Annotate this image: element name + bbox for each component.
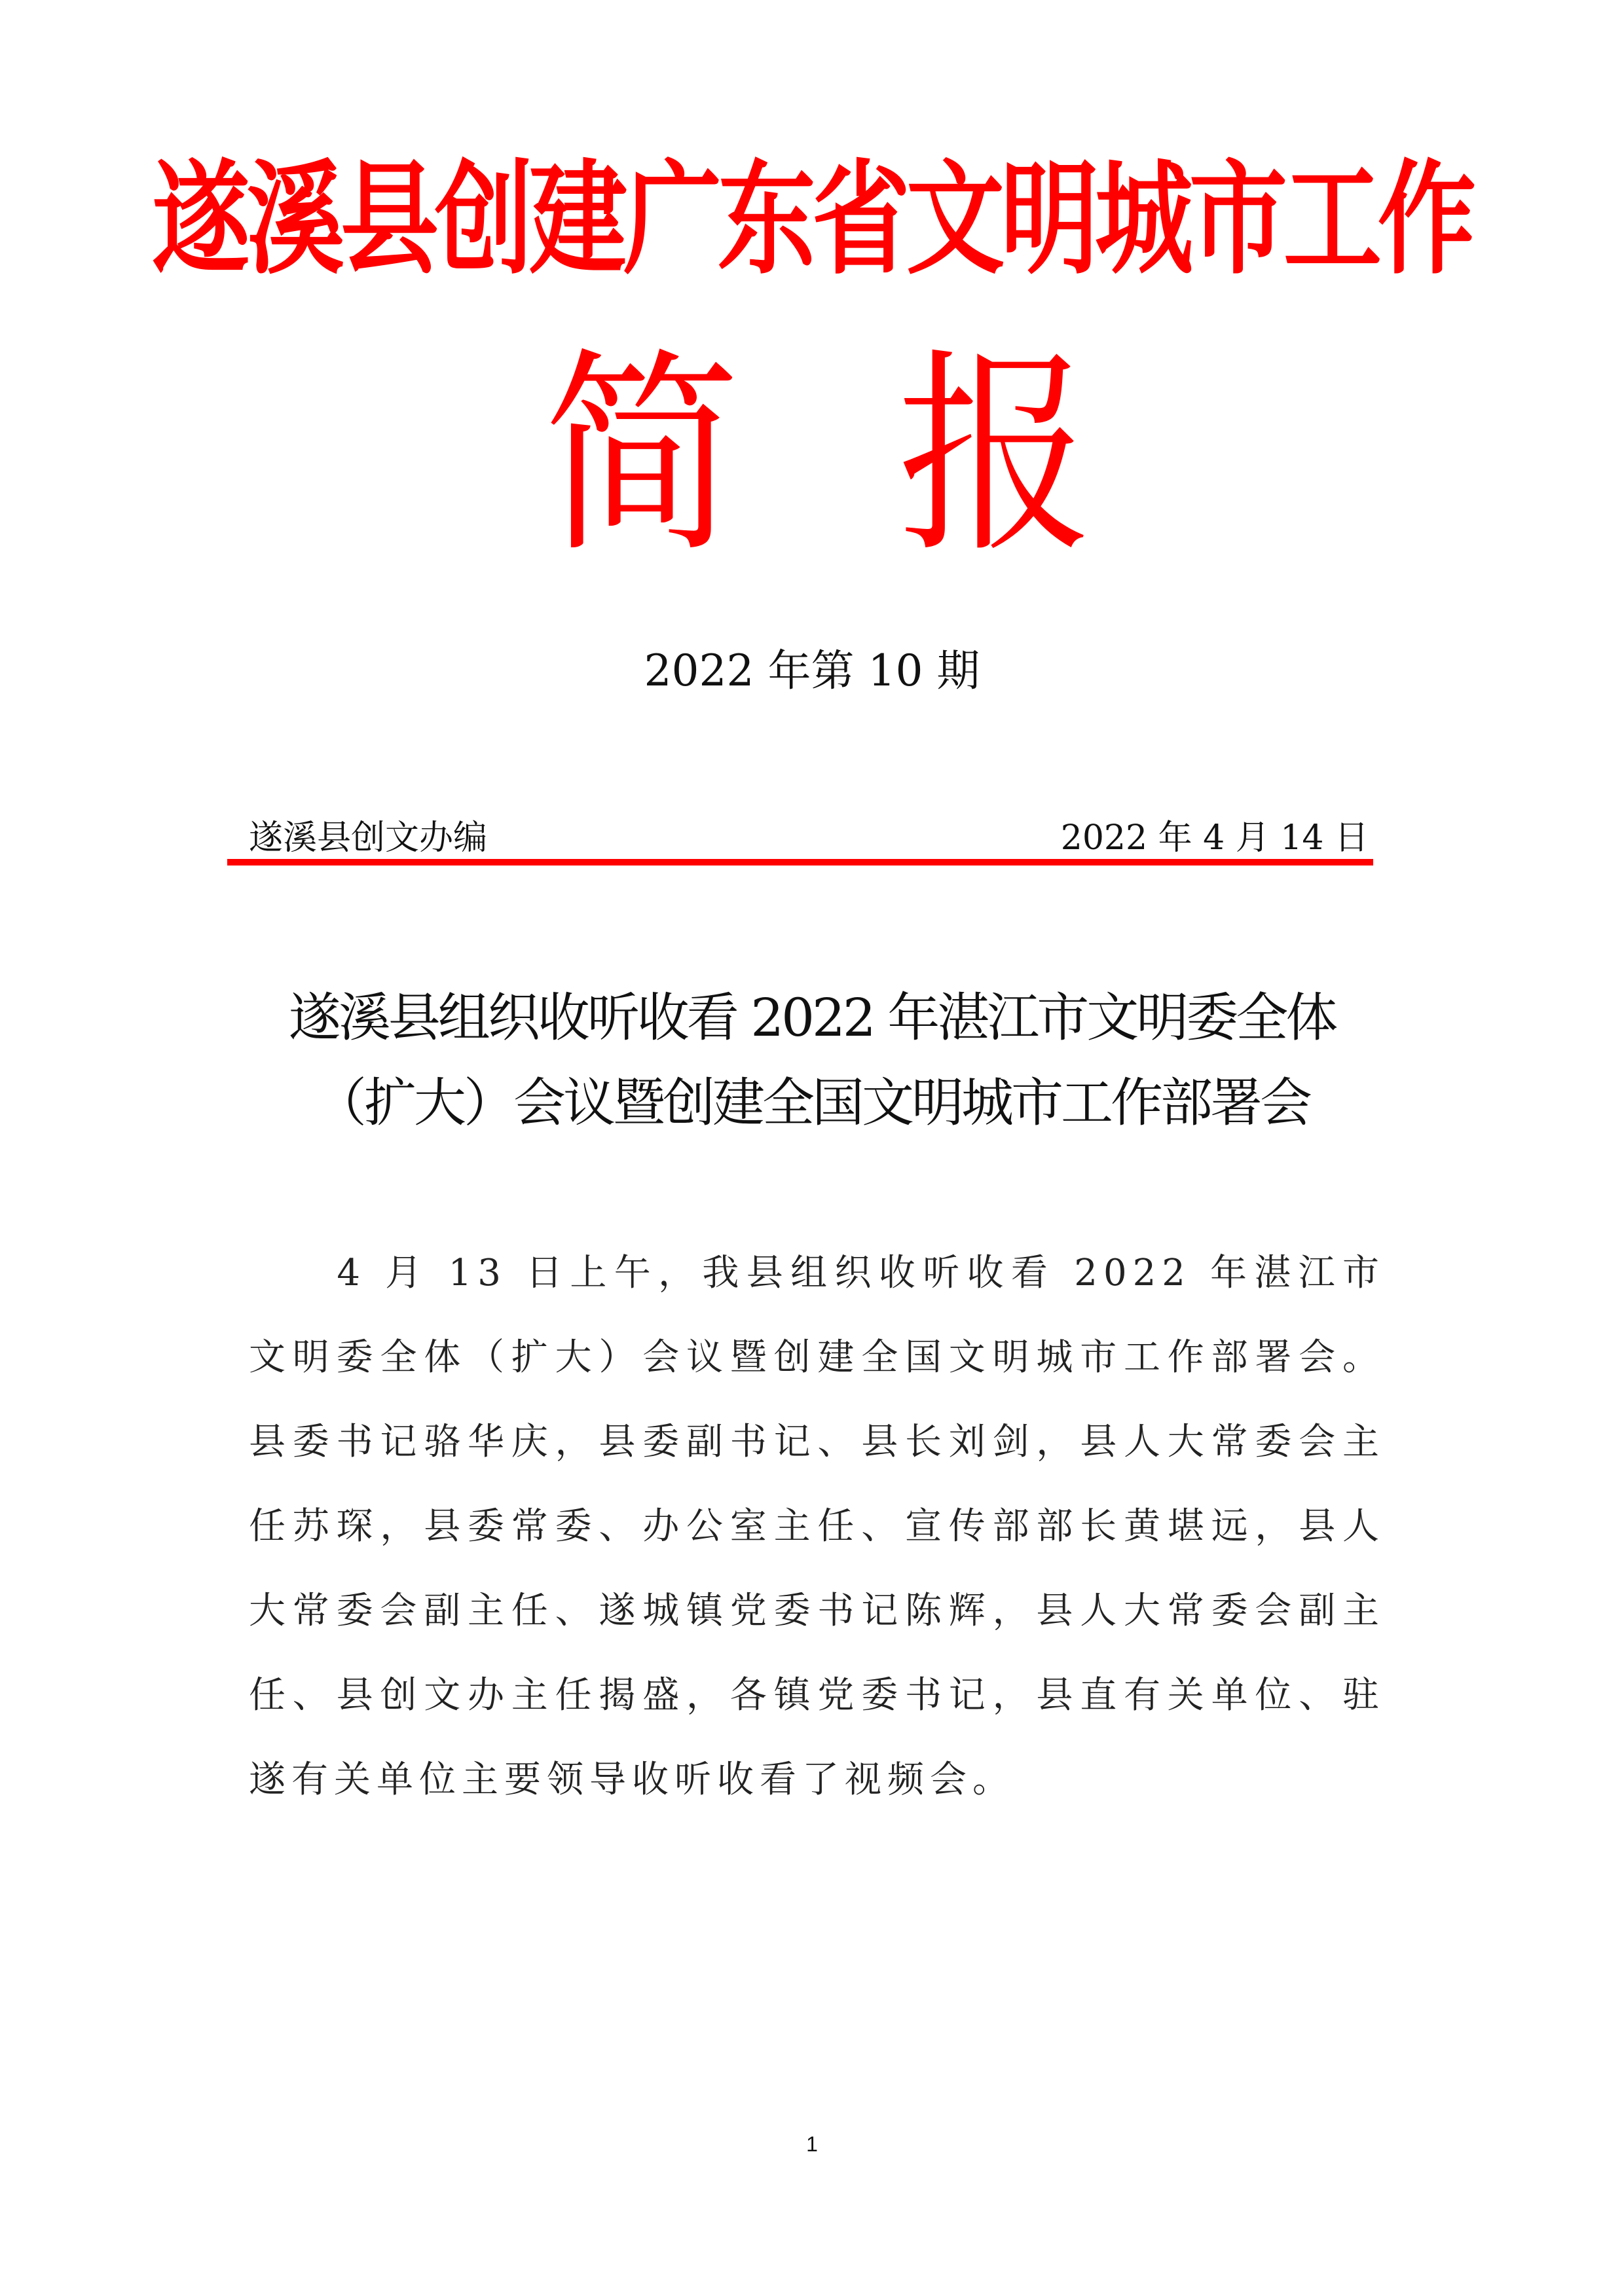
article-body-paragraph: 4 月 13 日上午，我县组织收听收看 2022 年湛江市文明委全体（扩大）会议暨创建全国文明城市工作部署会。县委书记骆华庆，县委副书记、县长刘剑，县人大常委会主任苏琛，县委常委、办公室主任、宣传部部长黄堪远，县人大常委会副主任、遂城镇党委书记陈辉，县人大常委会副主任、县创文办主任揭盛，各镇党委书记，县直有关单位、驻遂有关单位主要领导收听收看了视频会。	[249, 1252, 1385, 1801]
masthead-title: 遂溪县创建广东省文明城市工作	[151, 149, 1472, 291]
masthead-subtitle-char-bao: 报	[897, 330, 1094, 582]
publish-date: 2022 年 4 月 14 日	[1060, 818, 1369, 858]
article-headline	[236, 975, 1388, 1146]
masthead-subtitle-char-jian: 简	[544, 330, 740, 582]
issue-number: 2022 年第 10 期	[644, 646, 980, 696]
page-number: 1	[806, 2132, 818, 2156]
headline-line-1: 遂溪县组织收听收看 2022 年湛江市文明委全体	[288, 987, 1336, 1048]
headline-line-2: （扩大）会议暨创建全国文明城市工作部署会	[314, 1072, 1310, 1133]
editor-label: 遂溪县创文办编	[249, 818, 488, 858]
red-divider-rule	[227, 859, 1373, 866]
